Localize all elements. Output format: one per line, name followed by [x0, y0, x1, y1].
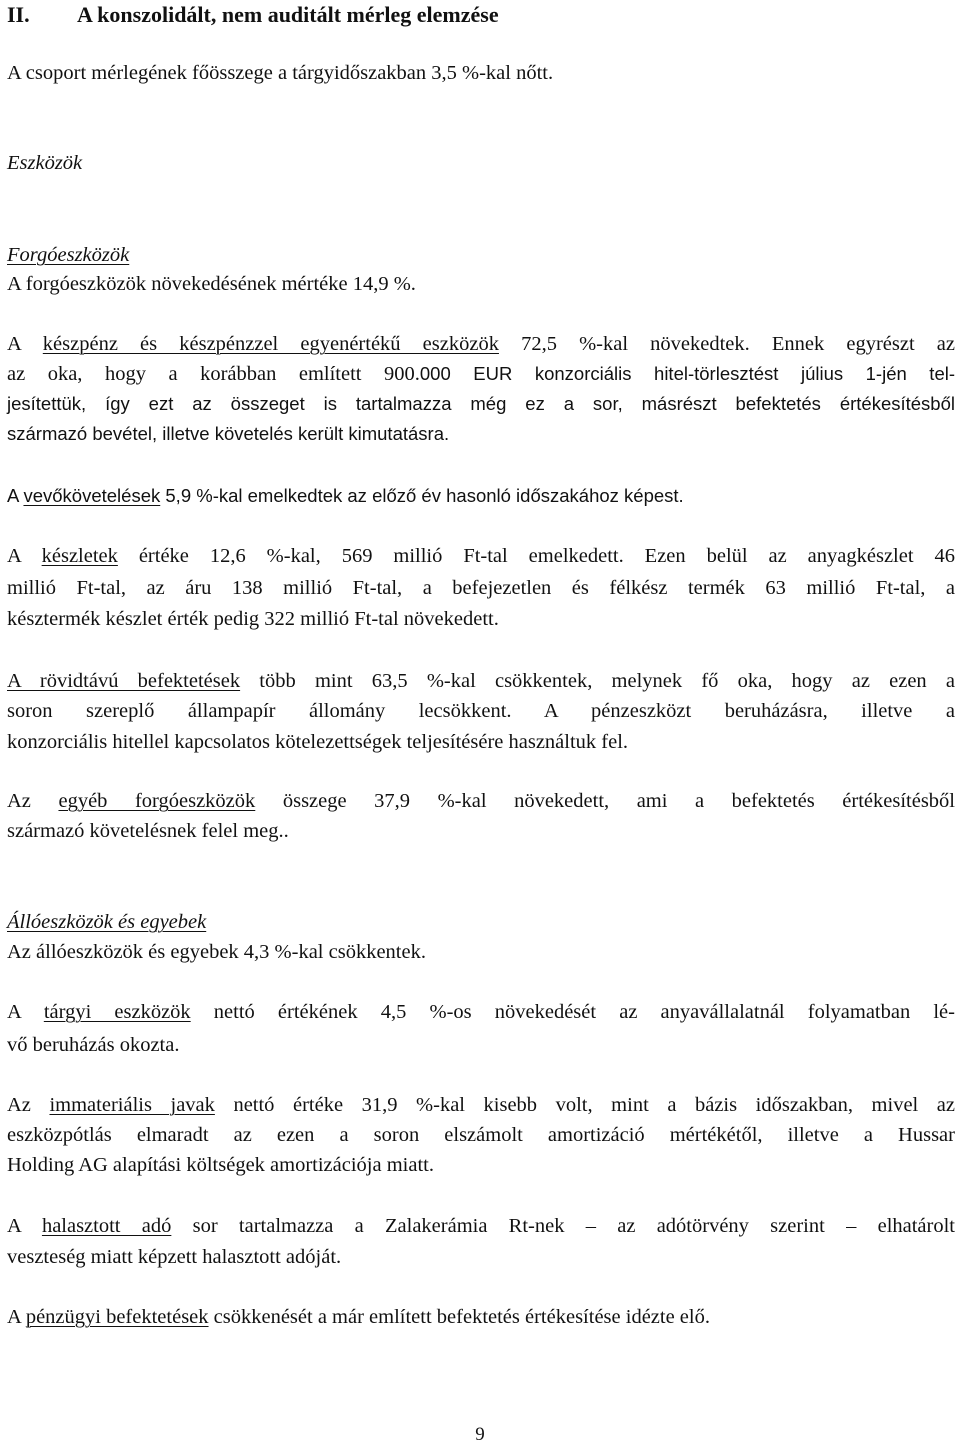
heading-title: A konszolidált, nem auditált mérleg elemzése: [77, 2, 499, 27]
egyeb-post: összege 37,9 %-kal növekedett, ami a befektetés értékesítésből: [255, 790, 955, 812]
immaterialis-line-3: Holding AG alapítási költségek amortizációja miatt.: [7, 1154, 434, 1176]
paragraph-vevo: [7, 481, 684, 511]
section-heading: [7, 0, 499, 30]
egyeb-pre: Az: [7, 790, 59, 812]
rovidtavu-line-2: soron szereplő állampapír állomány lecsökkent. A pénzeszközt beruházásra, illetve a: [7, 700, 955, 722]
immaterialis-pre: Az: [7, 1094, 50, 1116]
forgoeszkozok-summary: A forgóeszközök növekedésének mértéke 14,9 %.: [7, 273, 416, 295]
penzugyi-term: pénzügyi befektetések: [25, 1306, 209, 1328]
halasztott-line-2: veszteség miatt képzett halasztott adóját.: [7, 1246, 342, 1268]
keszpenz-pre: A: [7, 333, 43, 355]
keszpenz-line-1: [7, 329, 955, 359]
page-number: 9: [475, 1424, 485, 1445]
subsection-title-eszkozok: Eszközök: [7, 152, 83, 174]
egyeb-line-2: származó követelésnek felel meg..: [7, 820, 289, 842]
keszlet-term: készletek: [41, 545, 118, 567]
egyeb-line-1: [7, 786, 955, 816]
keszpenz-line-3: jesítettük, így ezt az összeget is tartalmazza még ez a sor, másrészt befektetés értékesítésből: [7, 393, 955, 414]
immaterialis-term: immateriális javak: [49, 1094, 215, 1116]
keszpenz-line-4: származó bevétel, illetve követelés került kimutatásra.: [7, 423, 450, 444]
vevo-term: vevőkövetelések: [23, 485, 161, 506]
immaterialis-post: nettó értéke 31,9 %-kal kisebb volt, mint a bázis időszakban, mivel az: [214, 1094, 955, 1116]
vevo-post: 5,9 %-kal emelkedtek az előző év hasonló időszakához képest.: [160, 485, 684, 506]
paragraph-penzugyi: [7, 1302, 710, 1332]
immaterialis-line-1: [7, 1090, 955, 1120]
rovidtavu-term: A rövidtávú befektetések: [7, 670, 241, 692]
rovidtavu-post: több mint 63,5 %-kal csökkentek, melynek fő oka, hogy az ezen a: [240, 670, 955, 692]
intro-paragraph: A csoport mérlegének főösszege a tárgyidőszakban 3,5 %-kal nőtt.: [7, 62, 554, 84]
alloeszkozok-summary: Az állóeszközök és egyebek 4,3 %-kal csökkentek.: [7, 941, 426, 963]
halasztott-post: sor tartalmazza a Zalakerámia Rt-nek – az adótörvény szerint – elhatárolt: [171, 1215, 955, 1237]
halasztott-pre: A: [7, 1215, 42, 1237]
targyi-line-2: vő beruházás okozta.: [7, 1034, 180, 1056]
keszpenz-post: 72,5 %-kal növekedtek. Ennek egyrészt az: [498, 333, 955, 355]
penzugyi-post: csökkenését a már említett befektetés értékesítése idézte elő.: [208, 1306, 710, 1328]
targyi-pre: A: [7, 1001, 44, 1023]
targyi-term: tárgyi eszközök: [43, 1001, 191, 1023]
keszlet-post: értéke 12,6 %-kal, 569 millió Ft-tal emelkedett. Ezen belül az anyagkészlet 46: [117, 545, 955, 567]
immaterialis-line-2: eszközpótlás elmaradt az ezen a soron elszámolt amortizáció mértékétől, illetve a Hussar: [7, 1124, 955, 1146]
subsection-title-forgoeszkozok: Forgóeszközök: [7, 244, 130, 266]
keszpenz-l2-serif: az oka, hogy a korábban említett 900.: [7, 363, 420, 385]
penzugyi-pre: A: [7, 1306, 26, 1328]
targyi-post: nettó értékének 4,5 %-os növekedését az anyavállalatnál folyamatban lé-: [190, 1001, 955, 1023]
keszlet-line-1: [7, 541, 955, 571]
rovidtavu-line-1: [7, 666, 955, 696]
halasztott-term: halasztott adó: [41, 1215, 172, 1237]
egyeb-term: egyéb forgóeszközök: [58, 790, 256, 812]
heading-number: II.: [7, 2, 30, 27]
keszlet-line-2: millió Ft-tal, az áru 138 millió Ft-tal, a befejezetlen és félkész termék 63 millió Ft-tal, a: [7, 577, 955, 599]
keszpenz-l2-sans: 000 EUR konzorciális hitel-törlesztést július 1-jén tel-: [419, 363, 956, 384]
targyi-line-1: [7, 997, 955, 1027]
rovidtavu-line-3: konzorciális hitellel kapcsolatos kötelezettségek teljesítésére használtuk fel.: [7, 731, 629, 753]
subsection-title-alloeszkozok: Állóeszközök és egyebek: [7, 911, 207, 933]
keszpenz-term: készpénz és készpénzzel egyenértékű eszközök: [42, 333, 499, 355]
halasztott-line-1: [7, 1211, 955, 1241]
keszlet-line-3: késztermék készlet érték pedig 322 millió Ft-tal növekedett.: [7, 608, 499, 630]
vevo-pre: A: [7, 485, 24, 506]
keszpenz-line-2: [7, 359, 955, 389]
keszlet-pre: A: [7, 545, 42, 567]
